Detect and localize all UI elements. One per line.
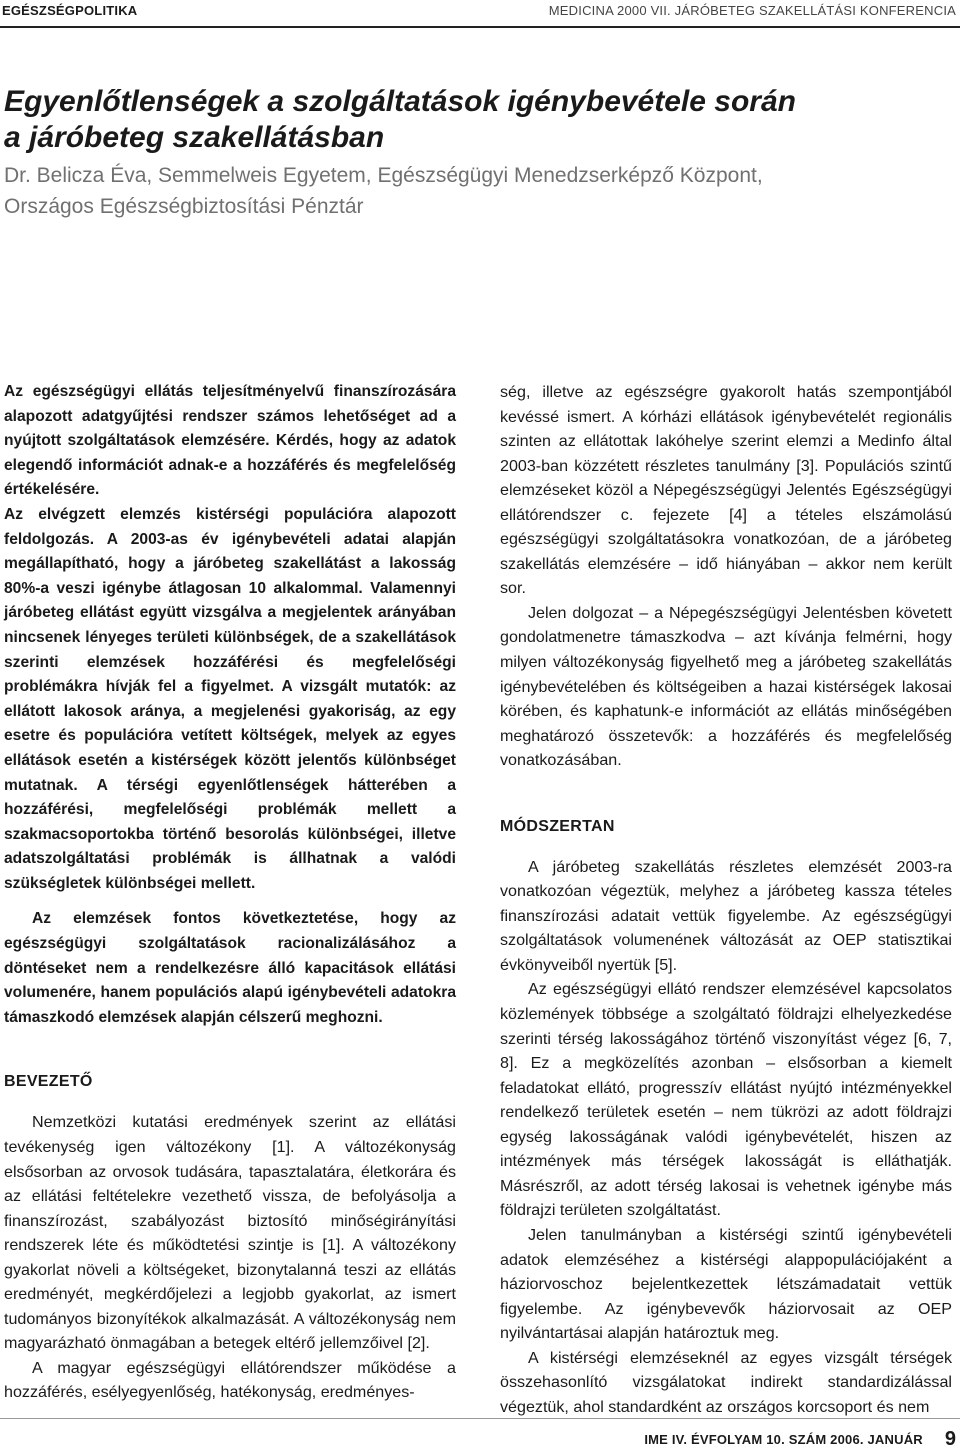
right-column bbox=[500, 380, 952, 1419]
bevezeto-body bbox=[4, 1110, 456, 1405]
article-title-line-2: a járóbeteg szakellátásban bbox=[4, 121, 385, 154]
modszertan-body bbox=[500, 855, 952, 1420]
header-rule bbox=[0, 26, 960, 28]
right-column-body bbox=[500, 380, 952, 773]
modszertan-paragraph-1: A járóbeteg szakellátás részletes elemzését 2003-ra vonatkozóan végeztük, melyhez a járóbeteg kassza tételes finanszírozási adatait vettük figyelembe. Az egészségügyi szolgáltatások volumenének változását az OEP statisztikai évkönyveiből nyertük [5]. bbox=[500, 857, 952, 974]
article-authors bbox=[4, 160, 954, 222]
abstract-paragraph-2: Az elvégzett elemzés kistérségi populációra alapozott feldolgozás. A 2003-as év igénybevételi adatai alapján megállapítható, hogy a járóbeteg szakellátást a lakosság 80%-a veszi igénybe átlagosan 10 alkalommal. Valamennyi járóbeteg ellátást együtt vizsgálva a megjelentek arányában nincsenek lényeges területi különbségek, de a szakellátások szerinti elemzések hozzáférési és megfelelőségi problémákra hívják fel a figyelmet. A vizsgált mutatók: az ellátott lakosok aránya, a megjelenési gyakoriság, az egy esetre és populációra vetített költségek, melyek az egyes ellátások esetén a kistérségek között jelentős különbséget mutatnak. A térségi egyenlőtlenségek hátterében a hozzáférési, megfelelőségi problémák mellett a szakmacsoportokba történő besorolás különbségei, illetve adatszolgáltatási problémák is állhatnak a valódi szükségletek különbségei mellett. bbox=[4, 505, 456, 892]
modszertan-paragraph-2: Az egészségügyi ellátó rendszer elemzésével kapcsolatos közlemények többsége a szolgáltató földrajzi elhelyezkedése szerinti térség lakosságához történő viszonyítást végez [6, 7, 8]. Ez a megközelítés azonban – elsősorban a kiemelt feladatokat ellátó, progresszív ellátást nyújtó intézményekkel rendelkező területek esetén – nem tükrözi az adott földrajzi egység lakosságának valódi igénybevételét, hiszen az intézmények más térségek lakosságát is elláthatják. Másrészről, az adott térség lakosai is vehetnek igénybe más földrajzi területen szolgáltatást. bbox=[500, 980, 952, 1220]
page-number: 9 bbox=[944, 1428, 956, 1450]
conference-label: MEDICINA 2000 VII. JÁRÓBETEG SZAKELLÁTÁSI KONFERENCIA bbox=[548, 3, 956, 18]
authors-line-2: Országos Egészségbiztosítási Pénztár bbox=[4, 195, 364, 218]
modszertan-paragraph-4: A kistérségi elemzéseknél az egyes vizsgált térségek összehasonlító vizsgálatokat indirekt standardizálással végeztük, ahol standardként az országos korcsoport és nem bbox=[500, 1348, 952, 1416]
bevezeto-paragraph-2-start: A magyar egészségügyi ellátórendszer működése a hozzáférés, esélyegyenlőség, hatékonyság, eredményes- bbox=[4, 1358, 456, 1402]
bevezeto-paragraph-3: Jelen dolgozat – a Népegészségügyi Jelentésben követett gondolatmenetre támaszkodva – azt kívánja felmérni, hogy milyen változékonyság figyelhető meg a járóbeteg szakellátás igénybevételében és költségeiben a hazai kistérségek lakosai körében, és kaphatunk-e információt az ellátás minőségében meghatározó összetevők: a hozzáférés és megfelelőség vonatkozásában. bbox=[500, 603, 952, 770]
journal-issue: IME IV. ÉVFOLYAM 10. SZÁM 2006. JANUÁR bbox=[644, 1432, 923, 1447]
bevezeto-paragraph-1: Nemzetközi kutatási eredmények szerint az ellátási tevékenység igen változékony [1]. A változékonyság elsősorban az orvosok tudására, tapasztalatára, életkorára és az ellátási feltételekre vezethető vissza, de befolyásolja a finanszírozást, szabályozást biztosító minőségirányítási rendszerek léte és működtetési szintje is [1]. A változékony gyakorlat növeli a költségeket, bizonytalanná teszi az ellátás eredményét, megkérdőjelezi a legjobb gyakorlat, az ismert tudományos bizonyítékok alkalmazását. A változékonyság nem magyarázható önmagában a betegek eltérő jellemzőivel [2]. bbox=[4, 1113, 456, 1353]
section-heading-modszertan: MÓDSZERTAN bbox=[500, 817, 615, 835]
section-heading-bevezeto: BEVEZETŐ bbox=[4, 1073, 93, 1091]
modszertan-paragraph-3: Jelen tanulmányban a kistérségi szintű igénybevételi adatok elemzéséhez a kistérségi alappopulációjaként a háziorvoschoz bejelentkezettek létszámadatait vettük figyelembe. Az igénybevevők háziorvosait az OEP nyilvántartásai alapján határoztuk meg. bbox=[500, 1225, 952, 1343]
article-title-line-1: Egyenlőtlenségek a szolgáltatások igénybevétele során bbox=[4, 85, 796, 118]
abstract-paragraph-3: Az elemzések fontos következtetése, hogy az egészségügyi szolgáltatások racionalizálásához a döntéseket nem a rendelkezésre álló kapacitások ellátási volumenére, hanem populációs alapú igénybevételi adatokra támaszkodó elemzések alapján célszerű meghozni. bbox=[4, 910, 456, 1026]
authors-line-1: Dr. Belicza Éva, Semmelweis Egyetem, Egészségügyi Menedzserképző Központ, bbox=[4, 164, 763, 187]
abstract bbox=[4, 380, 456, 1030]
section-label: EGÉSZSÉGPOLITIKA bbox=[2, 3, 138, 18]
footer-rule bbox=[0, 1418, 960, 1419]
bevezeto-paragraph-2-continued: ség, illetve az egészségre gyakorolt hatás szempontjából kevéssé ismert. A kórházi ellátások igénybevételét regionális szinten az ellátottak lakóhelye szerint elemzi a Medinfo által 2003-ban közzétett részletes tanulmány [3]. Populációs szintű elemzéseket közöl a Népegészségügyi Jelentés Egészségügyi ellátórendszer c. fejezete [4] a tételes elszámolású egészségügyi szolgáltatásokra vonatkozóan, de a járóbeteg szakellátás elemzésére – idő hiányában – akkor nem került sor. bbox=[500, 383, 952, 598]
article-title bbox=[4, 84, 954, 156]
left-column bbox=[4, 380, 456, 1405]
abstract-paragraph-1: Az egészségügyi ellátás teljesítményelvű finanszírozására alapozott adatgyűjtési rendszer számos lehetőséget ad a nyújtott szolgáltatások elemzésére. Kérdés, hogy az adatok elegendő információt adnak-e a hozzáférés és megfelelőség értékelésére. bbox=[4, 383, 456, 499]
page-header bbox=[0, 0, 960, 22]
page-footer bbox=[644, 1428, 956, 1448]
